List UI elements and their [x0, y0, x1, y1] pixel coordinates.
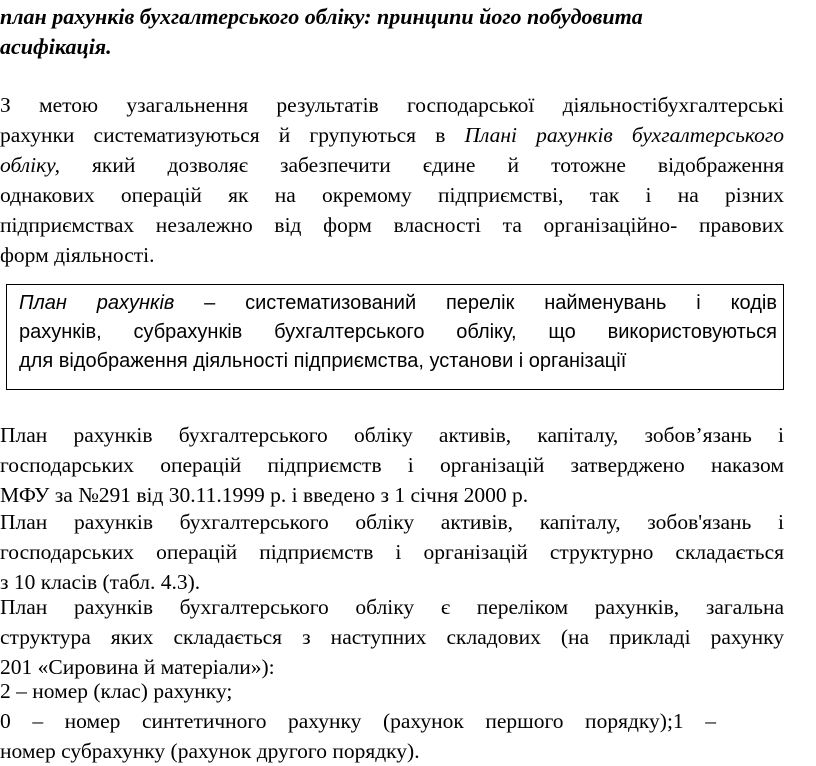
list-item-synthetic: 0 – номер синтетичного рахунку (рахунок першого порядку);1 – [0, 709, 716, 733]
definition-box [6, 284, 784, 390]
intro-line-2-text: рахунки систематизуються й групуються в [0, 123, 465, 147]
intro-line-5: підприємствах незалежно від форм власності та організаційно- правових [0, 213, 784, 237]
structure-line-3: з 10 класів (табл. 4.3). [0, 570, 201, 594]
section-title [0, 2, 812, 62]
intro-line-2 [0, 120, 784, 150]
components-line-1: План рахунків бухгалтерського обліку є переліком рахунків, загальна [0, 595, 784, 619]
title-line-2: асифікація. [0, 34, 112, 59]
approval-line-1: План рахунків бухгалтерського обліку активів, капіталу, зобов’язань і [0, 423, 784, 447]
approval-line-3: МФУ за №291 від 30.11.1999 р. і введено з 1 січня 2000 р. [0, 483, 529, 507]
components-paragraph [0, 592, 784, 682]
list-item-class: 2 – номер (клас) рахунку; [0, 679, 233, 703]
definition-text [19, 289, 777, 376]
structure-paragraph [0, 507, 784, 597]
intro-line-3-text: який дозволяє забезпечити єдине й тотожне відображення [60, 153, 784, 177]
intro-line-3 [0, 150, 784, 180]
definition-term: План рахунків [19, 292, 175, 314]
intro-line-2-italic: Плані рахунків бухгалтерського [464, 123, 784, 147]
intro-line-4: однакових операцій як на окремому підприємстві, так і на різних [0, 183, 784, 207]
intro-line-6: форм діяльності. [0, 243, 155, 267]
title-line-1: план рахунків бухгалтерського обліку: принципи його побудовита [0, 4, 643, 29]
definition-line-1-text: – систематизований перелік найменувань і кодів [174, 292, 777, 314]
components-line-3: 201 «Сировина й матеріали»): [0, 655, 275, 679]
list-item-subaccount: номер субрахунку (рахунок другого порядку). [0, 739, 420, 763]
definition-line-1 [19, 289, 777, 318]
structure-line-2: господарських операцій підприємств і організацій структурно складається [0, 540, 784, 564]
intro-line-1: З метою узагальнення результатів господарської діяльностібухгалтерські [0, 93, 784, 117]
intro-paragraph [0, 90, 784, 270]
approval-paragraph [0, 420, 784, 510]
definition-line-2: рахунків, субрахунків бухгалтерського обліку, що використовуються [19, 321, 777, 343]
approval-line-2: господарських операцій підприємств і організацій затверджено наказом [0, 453, 784, 477]
definition-line-3: для відображення діяльності підприємства, установи і організації [19, 350, 627, 372]
structure-line-1: План рахунків бухгалтерського обліку активів, капіталу, зобов'язань і [0, 510, 784, 534]
components-line-2: структура яких складається з наступних складових (на прикладі рахунку [0, 625, 784, 649]
intro-line-3-italic: обліку, [0, 153, 60, 177]
components-list [0, 676, 784, 766]
